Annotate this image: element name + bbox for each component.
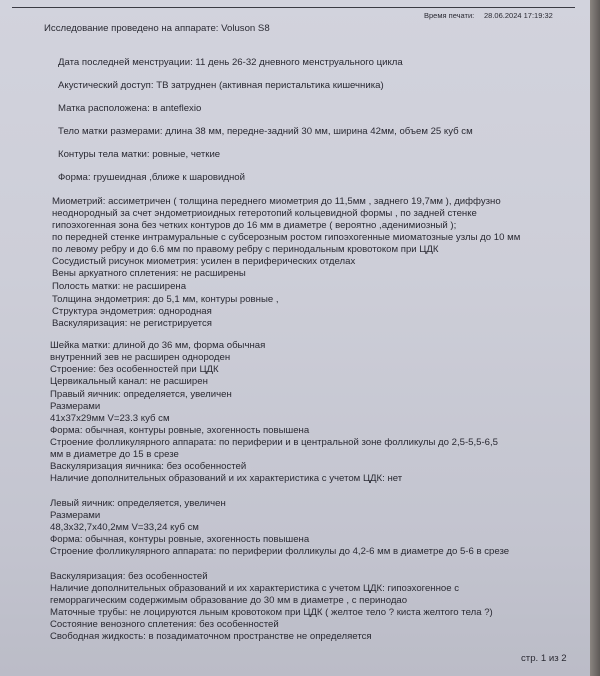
uterus-shape: Форма: грушеидная ,ближе к шаровидной (58, 172, 245, 183)
final-line: Наличие дополнительных образований и их характеристика с учетом ЦДК: гипоэхогенное с (50, 583, 460, 594)
left-ovary-line: Левый яичник: определяется, увеличен (50, 498, 226, 509)
right-ovary-line: Строение фолликулярного аппарата: по периферии и в центральной зоне фолликулы до 2,5-5,5-6,5 (50, 437, 499, 448)
myometrium-line: Сосудистый рисунок миометрия: усилен в периферических отделах (52, 256, 356, 267)
uterus-contours: Контуры тела матки: ровные, четкие (58, 149, 221, 160)
device-line: Исследование проведено на аппарате: Voluson S8 (44, 23, 270, 34)
final-line: Состояние венозного сплетения: без особенностей (50, 619, 279, 630)
right-ovary-line: Форма: обычная, контуры ровные, эхогенность повышена (50, 425, 310, 436)
cervix-line: Строение: без особенностей при ЦДК (50, 364, 219, 375)
left-ovary-line: Строение фолликулярного аппарата: по периферии фолликулы до 4,2-6 мм в диаметре до 5-6 в срезе (50, 546, 510, 557)
myometrium-line: Структура эндометрия: однородная (52, 306, 212, 317)
myometrium-line: гипоэхогенная зона без четких контуров до 16 мм в диаметре ( вероятно ,аденимиозный ); (52, 220, 457, 231)
last-menstruation: Дата последней менструации: 11 день 26-32 дневного менструального цикла (58, 57, 403, 68)
page-number: стр. 1 из 2 (521, 653, 567, 664)
cervix-line: Цервикальный канал: не расширен (50, 376, 208, 387)
right-ovary-line: Наличие дополнительных образований и их характеристика с учетом ЦДК: нет (50, 473, 403, 484)
myometrium-line: неоднородный за счет эндометриоидных гетеротопий кольцевидной формы , по задней стенке (52, 208, 477, 219)
left-ovary-line: Форма: обычная, контуры ровные, эхогенность повышена (50, 534, 310, 545)
acoustic-access: Акустический доступ: ТВ затруднен (активная перистальтика кишечника) (58, 80, 384, 91)
table-edge (590, 0, 600, 676)
myometrium-line: Полость матки: не расширена (52, 281, 187, 292)
final-line: геморрагическим содержимым образование до 30 мм в диаметре , с перинодао (50, 595, 408, 606)
right-ovary-line: 41x37x29мм V=23.3 куб см (50, 413, 170, 424)
right-ovary-line: Размерами (50, 401, 101, 412)
myometrium-line: Миометрий: ассиметричен ( толщина переднего миометрия до 11,5мм , заднего 19,7мм ), диффузно (52, 196, 501, 207)
header-rule (12, 7, 575, 8)
print-time-value: 28.06.2024 17:19:32 (484, 11, 553, 20)
right-ovary-line: Правый яичник: определяется, увеличен (50, 389, 232, 400)
cervix-line: внутренний зев не расширен однороден (50, 352, 231, 363)
myometrium-line: Вены аркуатного сплетения: не расширены (52, 268, 246, 279)
cervix-line: Шейка матки: длиной до 36 мм, форма обычная (50, 340, 266, 351)
final-line: Свободная жидкость: в позадиматочном пространстве не определяется (50, 631, 372, 642)
print-time-label: Время печати: (424, 11, 475, 20)
final-line: Васкуляризация: без особенностей (50, 571, 208, 582)
uterus-size: Тело матки размерами: длина 38 мм, передне-задний 30 мм, ширина 42мм, объем 25 куб см (58, 126, 473, 137)
right-ovary-line: Васкуляризация яичника: без особенностей (50, 461, 247, 472)
final-line: Маточные трубы: не лоцируются льным кровотоком при ЦДК ( желтое тело ? киста желтого тела ?) (50, 607, 493, 618)
uterus-position: Матка расположена: в anteflexio (58, 103, 202, 114)
right-ovary-line: мм в диаметре до 15 в срезе (50, 449, 179, 460)
left-ovary-line: Размерами (50, 510, 101, 521)
myometrium-line: Толщина эндометрия: до 5,1 мм, контуры ровные , (52, 294, 279, 305)
left-ovary-line: 48,3x32,7x40,2мм V=33,24 куб см (50, 522, 199, 533)
myometrium-line: по левому ребру и до 6.6 мм по правому ребру с перинодальным кровотоком при ЦДК (52, 244, 439, 255)
myometrium-line: по передней стенке интрамуральные с субсерозным ростом гипоэхогенные миоматозные узлы до 10 мм (52, 232, 521, 243)
myometrium-line: Васкуляризация: не регистрируется (52, 318, 212, 329)
